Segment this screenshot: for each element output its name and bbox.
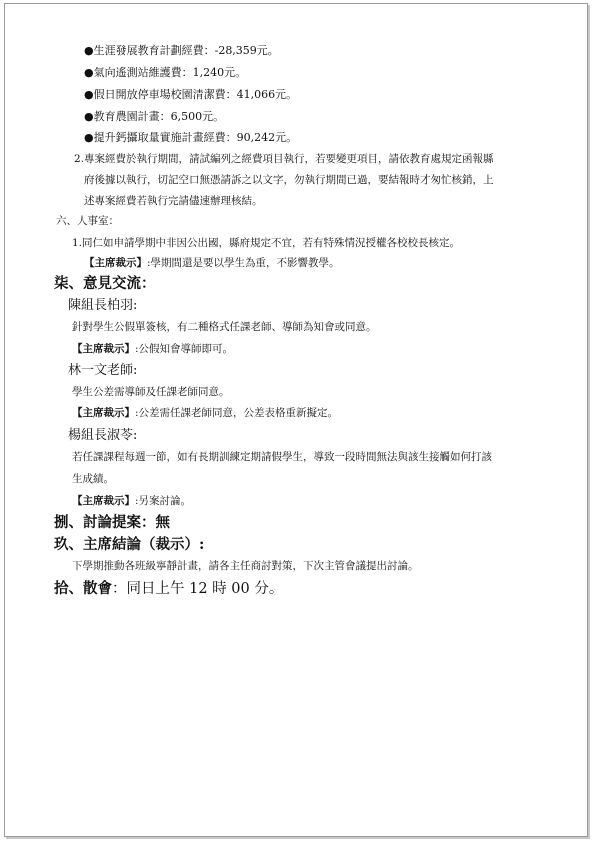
budget-item-career: ●生涯發展教育計劃經費：-28,359元。	[84, 44, 279, 57]
speaker-name: 楊組長淑苓:	[68, 428, 138, 443]
ruling-label: 【主席裁示】	[84, 257, 147, 269]
budget-item-parking-cleaning: ●假日開放停車場校園清潔費：41,066元。	[84, 88, 298, 101]
ruling-text: :另案討論。	[135, 495, 192, 507]
item2-line3: 述專案經費若執行完請儘速辦理核結。	[84, 195, 263, 207]
section10-text: ：同日上午 12 時 00 分。	[112, 581, 284, 597]
section9-text: 下學期推動各班級寧靜計畫，請各主任商討對策，下次主管會議提出討論。	[72, 560, 419, 572]
section8-heading: 捌、討論提案：無	[54, 514, 170, 531]
speaker-line: 生成績。	[72, 473, 114, 485]
section10-heading: 拾、散會	[54, 580, 112, 597]
section9-heading: 玖、主席結論（裁示）:	[54, 536, 205, 553]
ruling-label: 【主席裁示】	[72, 407, 135, 419]
speaker-line: 針對學生公假單簽核，有二種格式任課老師、導師為知會或同意。	[72, 321, 377, 333]
ruling-label: 【主席裁示】	[72, 343, 135, 355]
ruling-label: 【主席裁示】	[72, 495, 135, 507]
ruling-text: :公差需任課老師同意，公差表格重新擬定。	[135, 407, 339, 419]
speaker-ruling	[72, 494, 191, 508]
speaker-ruling	[72, 406, 338, 420]
speaker-name: 陳組長柏羽:	[68, 298, 138, 313]
budget-item-farm: ●教育農園計畫：6,500元。	[84, 110, 225, 123]
speaker-line: 若任課課程每週一節，如有長期訓練定期請假學生，導致一段時間無法與該生接觸如何打該	[72, 451, 492, 463]
item2-line2: 府後據以執行，切記空口無憑請訴之以文字，勿執行期間已過，要結報時才匆忙核銷，上	[84, 174, 494, 186]
personnel-heading: 六、人事室：	[56, 215, 119, 227]
personnel-ruling	[84, 256, 340, 270]
page-frame	[4, 3, 588, 837]
ruling-text: :公假知會導師即可。	[135, 343, 234, 355]
speaker-ruling	[72, 342, 233, 356]
section7-heading: 柒、意見交流：	[54, 275, 156, 292]
speaker-line: 學生公差需導師及任課老師同意。	[72, 386, 230, 398]
personnel-item1: 1.同仁如申請學期中非因公出國，縣府規定不宜，若有特殊情況授權各校校長核定。	[72, 237, 461, 249]
item2-line1: 2.專案經費於執行期間，請試編列之經費項目執行，若要變更項目，請依教育處規定函報縣	[74, 153, 494, 165]
ruling-text: :學期間還是要以學生為重，不影響教學。	[147, 257, 340, 269]
budget-item-weather-station: ●氣向遙測站維護費：1,240元。	[84, 66, 247, 79]
section10-line	[54, 580, 283, 598]
budget-item-calcium: ●提升鈣攝取量實施計畫經費：90,242元。	[84, 131, 298, 144]
speaker-name: 林一文老師:	[68, 363, 138, 378]
